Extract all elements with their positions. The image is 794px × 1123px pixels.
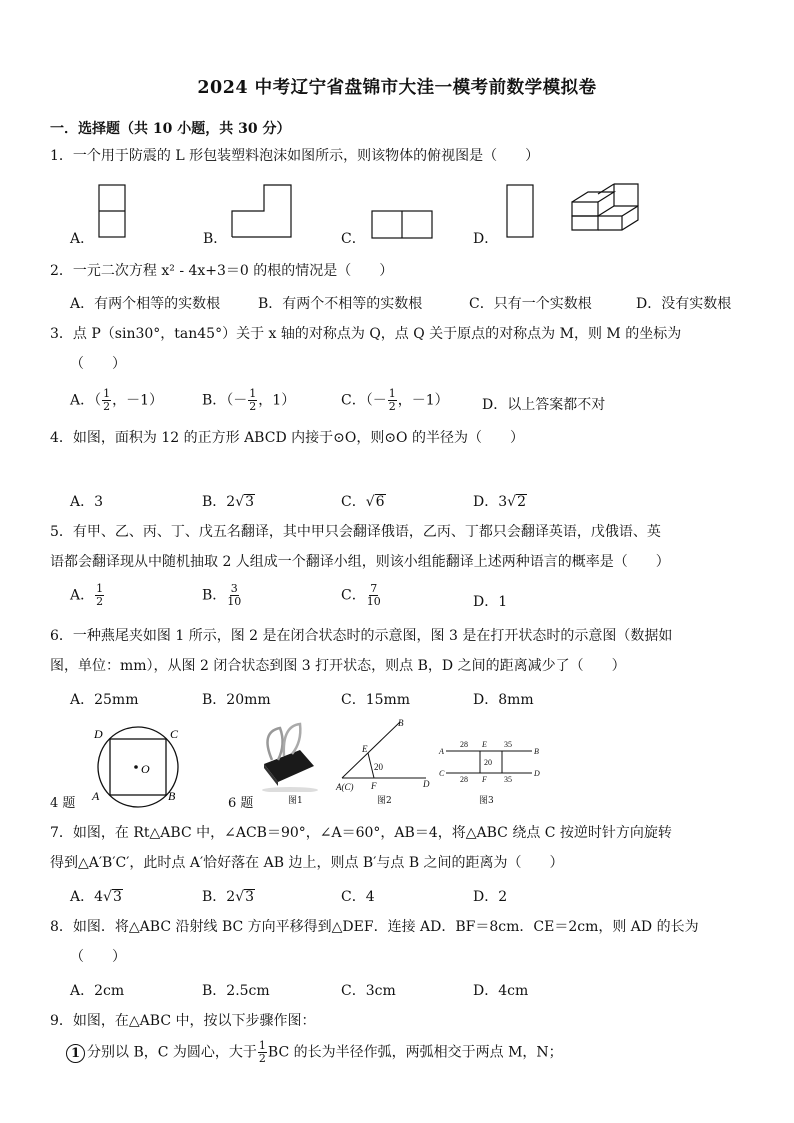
- label-o: O: [141, 762, 150, 776]
- q4-figure-caption: 4 题: [50, 796, 76, 811]
- f3-label-f: F: [482, 775, 487, 784]
- q6-line2: 图，单位：mm），从图 2 闭合状态到图 3 打开状态，则点 B，D 之间的距离减少了（ ）: [50, 658, 626, 674]
- f2-label-ac: A(C): [336, 782, 354, 792]
- q9-line1: 9．如图，在△ABC 中，按以下步骤作图：: [50, 1013, 316, 1029]
- q1-option-b-view: [231, 184, 293, 240]
- half-fraction: $\frac{1}{2}$: [388, 387, 396, 413]
- f3-label-b: B: [534, 747, 539, 756]
- step-number-badge: 1: [66, 1044, 85, 1063]
- q8-line2: （ ）: [70, 949, 126, 965]
- q3-option-d: D．以上答案都不对: [482, 397, 606, 413]
- f3-label-28b: 28: [460, 775, 468, 784]
- f3-label-e: E: [482, 740, 487, 749]
- q4-option-c: C．√6: [341, 494, 385, 510]
- q2-stem: 2．一元二次方程 x² - 4x+3＝0 的根的情况是（ ）: [50, 263, 394, 279]
- binder-clip-image: [250, 720, 322, 792]
- half-fraction: $\frac{1}{2}$: [249, 387, 257, 413]
- q3-stem: 3．点 P（sin30°，tan45°）关于 x 轴的对称点为 Q，点 Q 关于原点的对称点为 M，则 M 的坐标为: [50, 326, 682, 342]
- q7-option-c: C．4: [341, 889, 375, 905]
- q6-option-c: C．15mm: [341, 692, 411, 708]
- fig1-caption: 图1: [288, 796, 303, 806]
- q7-option-a: A．4√3: [70, 889, 122, 905]
- q1-label-a: A．: [70, 231, 95, 247]
- q5-option-d: D．1: [473, 594, 508, 610]
- page-title: 2024 中考辽宁省盘锦市大洼一模考前数学模拟卷: [197, 78, 597, 98]
- clip-open-diagram: [436, 735, 548, 797]
- q7-line2: 得到△A′B′C′，此时点 A′恰好落在 AB 边上，则点 B′与点 B 之间的距离为（ ）: [50, 855, 564, 871]
- q4-stem: 4．如图，面积为 12 的正方形 ABCD 内接于⊙O，则⊙O 的半径为（ ）: [50, 430, 524, 446]
- f2-label-b: B: [398, 718, 404, 728]
- q1-option-c-view: [371, 210, 435, 240]
- half-fraction: $\frac{1}{2}$: [103, 387, 111, 413]
- label-c: C: [170, 727, 179, 741]
- clip-closed-diagram: [334, 718, 434, 796]
- q5-option-a: A． $\frac{1}{2}$: [70, 582, 104, 608]
- q1-label-c: C．: [341, 231, 366, 247]
- label-a: A: [92, 789, 100, 803]
- q4-circle-square-figure: [88, 722, 188, 810]
- section-heading: 一．选择题（共 10 小题，共 30 分）: [50, 121, 291, 137]
- q1-option-a-view: [98, 184, 128, 240]
- f3-label-d: D: [534, 769, 540, 778]
- f3-label-a: A: [439, 747, 444, 756]
- f3-label-35b: 35: [504, 775, 512, 784]
- q4-option-b: B．2√3: [202, 494, 255, 510]
- q4-option-d: D．3√2: [473, 494, 526, 510]
- q8-line1: 8．如图．将△ABC 沿射线 BC 方向平移得到△DEF．连接 AD．BF＝8cm．CE＝2cm，则 AD 的长为: [50, 919, 699, 935]
- q5-line1: 5．有甲、乙、丙、丁、戊五名翻译，其中甲只会翻译俄语，乙丙、丁都只会翻译英语，戊俄语、英: [50, 524, 661, 540]
- f3-label-c: C: [439, 769, 445, 778]
- f3-label-20: 20: [484, 758, 492, 767]
- q7-option-b: B．2√3: [202, 889, 255, 905]
- q6-line1: 6．一种燕尾夹如图 1 所示，图 2 是在闭合状态时的示意图，图 3 是在打开状态时的示意图（数据如: [50, 628, 673, 644]
- q1-label-b: B．: [203, 231, 228, 247]
- f3-label-35a: 35: [504, 740, 512, 749]
- q5-option-b: B． $\frac{3}{10}$: [202, 582, 242, 608]
- q3-option-c: C．（－ $\frac{1}{2}$ ，－1）: [341, 387, 449, 413]
- label-b: B: [168, 789, 176, 803]
- q8-option-c: C．3cm: [341, 983, 396, 999]
- q3-option-b: B．（－ $\frac{1}{2}$ ，1）: [202, 387, 296, 413]
- q5-line2: 语都会翻译现从中随机抽取 2 人组成一个翻译小组，则该小组能翻译上述两种语言的概率是（ ）: [50, 554, 670, 570]
- q1-label-d: D．: [473, 231, 499, 247]
- l-shape-foam-icon: [568, 182, 642, 242]
- q7-option-d: D．2: [473, 889, 508, 905]
- f3-label-28a: 28: [460, 740, 468, 749]
- f2-label-20: 20: [374, 762, 383, 772]
- q2-option-d: D．没有实数根: [636, 296, 732, 312]
- q3-stem-paren: （ ）: [70, 356, 126, 372]
- q3-option-a: A．（ $\frac{1}{2}$ ，－1）: [70, 387, 164, 413]
- q8-option-a: A．2cm: [70, 983, 125, 999]
- f2-label-f: F: [371, 781, 377, 791]
- q8-option-b: B．2.5cm: [202, 983, 270, 999]
- q7-line1: 7．如图，在 Rt△ABC 中，∠ACB＝90°，∠A＝60°，AB＝4，将△ABC 绕点 C 按逆时针方向旋转: [50, 825, 672, 841]
- q5-option-c: C． $\frac{7}{10}$: [341, 582, 381, 608]
- q2-option-c: C．只有一个实数根: [469, 296, 592, 312]
- q6-figure-caption: 6 题: [228, 796, 254, 811]
- label-d: D: [94, 727, 103, 741]
- q6-option-d: D．8mm: [473, 692, 534, 708]
- q2-option-a: A．有两个相等的实数根: [70, 296, 221, 312]
- q8-option-d: D．4cm: [473, 983, 529, 999]
- f2-label-d: D: [423, 779, 430, 789]
- q1-stem: 1．一个用于防震的 L 形包装塑料泡沫如图所示，则该物体的俯视图是（ ）: [50, 148, 540, 164]
- q9-step1: 1 分别以 B，C 为圆心，大于 $\frac{1}{2}$ BC 的长为半径作弧，两弧相交于两点 M，N；: [66, 1040, 563, 1065]
- q1-option-d-view: [506, 184, 536, 240]
- q2-option-b: B．有两个不相等的实数根: [258, 296, 423, 312]
- q4-option-a: A．3: [70, 494, 104, 510]
- fig3-caption: 图3: [479, 796, 494, 806]
- q6-option-a: A．25mm: [70, 692, 139, 708]
- q6-option-b: B．20mm: [202, 692, 271, 708]
- f2-label-e: E: [362, 744, 368, 754]
- fig2-caption: 图2: [377, 796, 392, 806]
